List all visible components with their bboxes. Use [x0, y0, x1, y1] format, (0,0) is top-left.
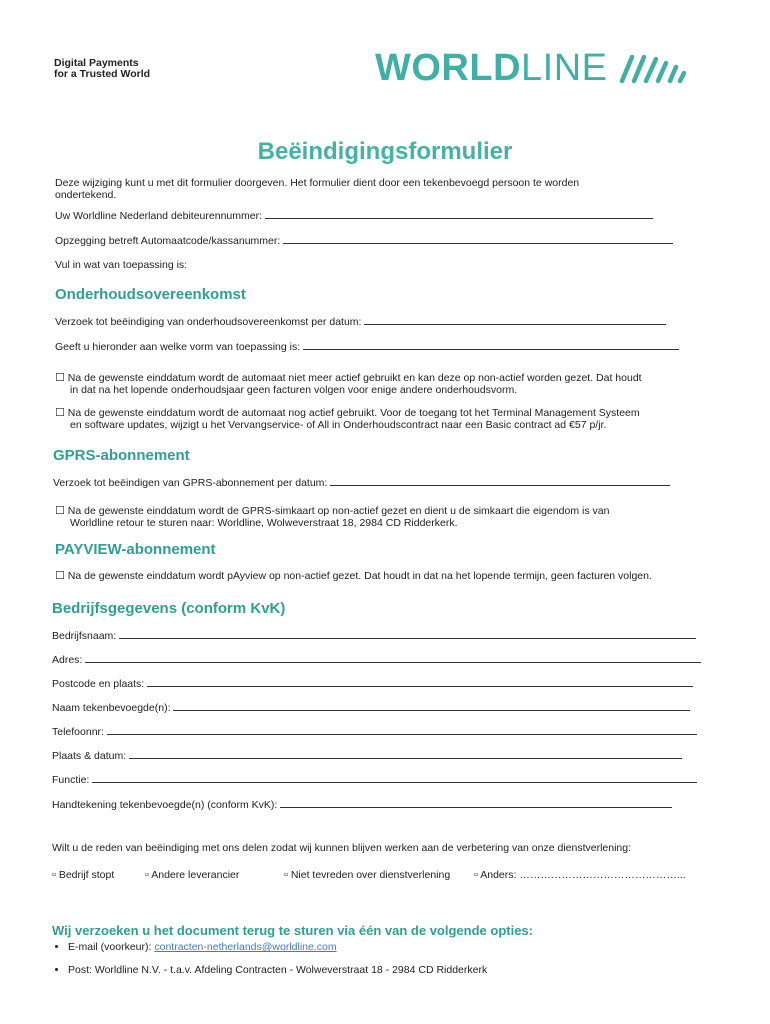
field-label: Naam tekenbevoegde(n): [52, 702, 171, 714]
intro-line1: Deze wijziging kunt u met dit formulier doorgeven. Het formulier dient door een tekenbevoegd persoon te worden [55, 177, 580, 189]
reason-label: Anders: ………………………………………... [480, 869, 686, 881]
field-input-line[interactable] [107, 725, 697, 735]
payview-heading: PAYVIEW-abonnement [55, 541, 216, 558]
checkbox-icon[interactable]: ☐ [55, 372, 65, 384]
checkbox-icon[interactable]: ▫ [474, 869, 478, 881]
option2-line2: en software updates, wijzigt u het Vervangservice- of All in Onderhoudscontract naar een Basic contract ad €57 p/jr. [70, 419, 607, 431]
maintenance-request-field [55, 315, 666, 328]
maintenance-request-label: Verzoek tot beëindiging van onderhoudsovereenkomst per datum: [55, 316, 362, 328]
company-field-phone [52, 725, 697, 738]
company-field-name [52, 629, 696, 642]
field-input-line[interactable] [147, 677, 693, 687]
fill-in-text: Vul in wat van toepassing is: [55, 259, 188, 271]
gprs-option [55, 505, 745, 529]
field-input-line[interactable] [173, 701, 690, 711]
field-input-line[interactable] [85, 653, 701, 663]
checkbox-icon[interactable]: ▫ [145, 869, 149, 881]
terminal-label: Opzegging betreft Automaatcode/kassanummer: [55, 235, 281, 247]
option1-line1: Na de gewenste einddatum wordt de automaat niet meer actief gebruikt en kan deze op non-actief worden gezet. Dat houdt [67, 372, 642, 384]
field-label: Functie: [52, 774, 90, 786]
field-label: Telefoonnr: [52, 726, 104, 738]
maintenance-date-line[interactable] [364, 315, 666, 325]
list-item [68, 941, 487, 953]
logo-bold: WORLD [375, 47, 522, 89]
company-field-signatory [52, 701, 690, 714]
checkbox-icon[interactable]: ▫ [284, 869, 288, 881]
gprs-request-label: Verzoek tot beëindigen van GPRS-abonnement per datum: [53, 477, 328, 489]
terminal-input-line[interactable] [283, 234, 673, 244]
return-heading: Wij verzoeken u het document terug te sturen via één van de volgende opties: [52, 923, 533, 938]
which-form-label: Geeft u hieronder aan welke vorm van toepassing is: [55, 341, 301, 353]
gprs-request-field [53, 476, 670, 489]
which-form-line[interactable] [303, 340, 679, 350]
tagline-line1: Digital Payments [54, 57, 139, 69]
reason-option-other [474, 869, 686, 881]
company-field-function [52, 773, 697, 786]
checkbox-icon[interactable]: ☐ [55, 505, 65, 517]
email-link[interactable]: contracten-netherlands@worldline.com [154, 941, 337, 953]
company-field-address [52, 653, 701, 666]
payview-option [55, 570, 755, 582]
reason-option-unsatisfied [284, 869, 450, 881]
debtor-input-line[interactable] [265, 209, 653, 219]
maintenance-option-2 [55, 407, 745, 431]
company-field-postcode [52, 677, 693, 690]
email-label: E-mail (voorkeur): [68, 941, 152, 953]
reason-label: Niet tevreden over dienstverlening [290, 869, 451, 881]
which-form-field [55, 340, 679, 353]
gprs-date-line[interactable] [330, 476, 670, 486]
logo-light: LINE [521, 47, 608, 89]
field-input-line[interactable] [92, 773, 697, 783]
page-title: Beëindigingsformulier [257, 138, 513, 165]
field-label: Plaats & datum: [52, 750, 127, 762]
checkbox-icon[interactable]: ☐ [55, 570, 65, 582]
debtor-label: Uw Worldline Nederland debiteurennummer: [55, 210, 262, 222]
gprs-heading: GPRS-abonnement [53, 447, 190, 464]
checkbox-icon[interactable]: ▫ [52, 869, 56, 881]
debtor-field [55, 209, 653, 222]
tagline [54, 58, 150, 80]
reason-label: Andere leverancier [151, 869, 240, 881]
reason-label: Bedrijf stopt [58, 869, 115, 881]
list-item: • Post: Worldline N.V. - t.a.v. Afdeling Contracten - Wolweverstraat 18 - 2984 CD Ridderkerk [68, 964, 487, 976]
reason-option-stop [52, 869, 114, 881]
field-input-line[interactable] [129, 749, 682, 759]
logo-wordmark [375, 47, 608, 89]
intro-line2: ondertekend. [55, 189, 117, 201]
worldline-logo [375, 47, 688, 89]
option2-line1: Na de gewenste einddatum wordt de automaat nog actief gebruikt. Voor de toegang tot het Terminal Management Systeem [67, 407, 640, 419]
field-label: Bedrijfsnaam: [52, 630, 117, 642]
company-heading: Bedrijfsgegevens (conform KvK) [52, 600, 286, 617]
maintenance-heading: Onderhoudsovereenkomst [55, 286, 246, 303]
terminal-field [55, 234, 673, 247]
field-label: Adres: [52, 654, 83, 666]
worldline-wave-icon [618, 51, 688, 85]
option1-line2: in dat na het lopende onderhoudsjaar geen facturen volgen voor enige andere onderhoudsvorm. [70, 384, 518, 396]
intro-text [55, 177, 725, 201]
field-input-line[interactable] [119, 629, 696, 639]
reason-option-supplier [145, 869, 239, 881]
gprs-option-line1: Na de gewenste einddatum wordt de GPRS-simkaart op non-actief gezet en dient u de simkaart die eigendom is van [67, 505, 610, 517]
field-input-line[interactable] [280, 798, 672, 808]
checkbox-icon[interactable]: ☐ [55, 407, 65, 419]
gprs-option-line2: Worldline retour te sturen naar: Worldline, Wolweverstraat 18, 2984 CD Ridderkerk. [70, 517, 458, 529]
field-label: Handtekening tekenbevoegde(n) (conform KvK): [52, 799, 278, 811]
company-field-signature [52, 798, 672, 811]
payview-option-text: Na de gewenste einddatum wordt pAyview op non-actief gezet. Dat houdt in dat na het lopende termijn, geen facturen volgen. [67, 570, 652, 582]
maintenance-option-1 [55, 372, 745, 396]
field-label: Postcode en plaats: [52, 678, 145, 690]
return-options-list [52, 941, 487, 987]
tagline-line2: for a Trusted World [54, 68, 151, 80]
reason-question: Wilt u de reden van beëindiging met ons delen zodat wij kunnen blijven werken aan de verbetering van onze dienstverlening: [52, 842, 632, 854]
company-field-place-date [52, 749, 682, 762]
